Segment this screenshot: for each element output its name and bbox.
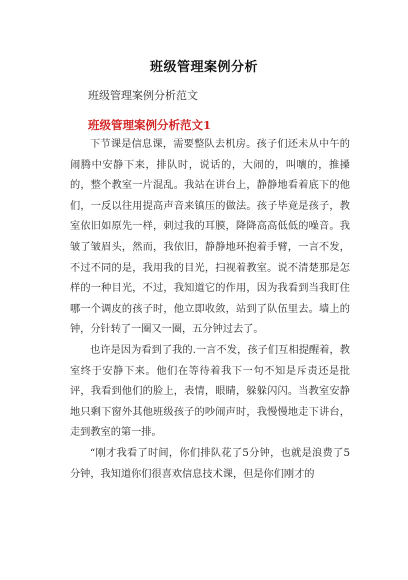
- section-heading: 班级管理案例分析范文1: [88, 118, 212, 132]
- paragraph: “刚才我看了时间，你们排队花了5分钟，也就是浪费了5分钟，我知道你们很喜欢信息技术课，但是你们刚才的: [70, 447, 350, 480]
- document-subtitle: 班级管理案例分析范文: [88, 89, 198, 102]
- paragraph: 下节课是信息课，需要整队去机房。孩子们还未从中午的闹腾中安静下来，排队时，说话的，大闹的，叫嚷的，推搡的，整个教室一片混乱。我站在讲台上，静静地看着底下的他们，一反以往用提高声音来镇压的做法。孩子毕竟是孩子，教室依旧如原先一样，刺过我的耳膜，降降高高低低的噪音。我皱了皱眉头，然而，我依旧，静静地环抱着手臂，一言不发，不过不同的是，我用我的目光，扫视着教室。说不清楚那是怎样的一种目光，不过，我知道它的作用，因为我看到当我盯住哪一个调皮的孩子时，他立即收敛，站到了队伍里去。墙上的钟，分针转了一圈又一圈，五分钟过去了。: [70, 139, 350, 336]
- document-title: 班级管理案例分析: [149, 60, 258, 75]
- document-body: [70, 135, 350, 485]
- paragraph: 也许是因为看到了我的.一言不发，孩子们互相提醒着，教室终于安静下来。他们在等待着我下一句不知是斥责还是批评，我看到他们的脸上，表情，眼睛，躲躲闪闪。当教室安静地只剩下窗外其他班级孩子的吵闹声时，我慢慢地走下讲台，走到教室的第一排。: [70, 344, 350, 439]
